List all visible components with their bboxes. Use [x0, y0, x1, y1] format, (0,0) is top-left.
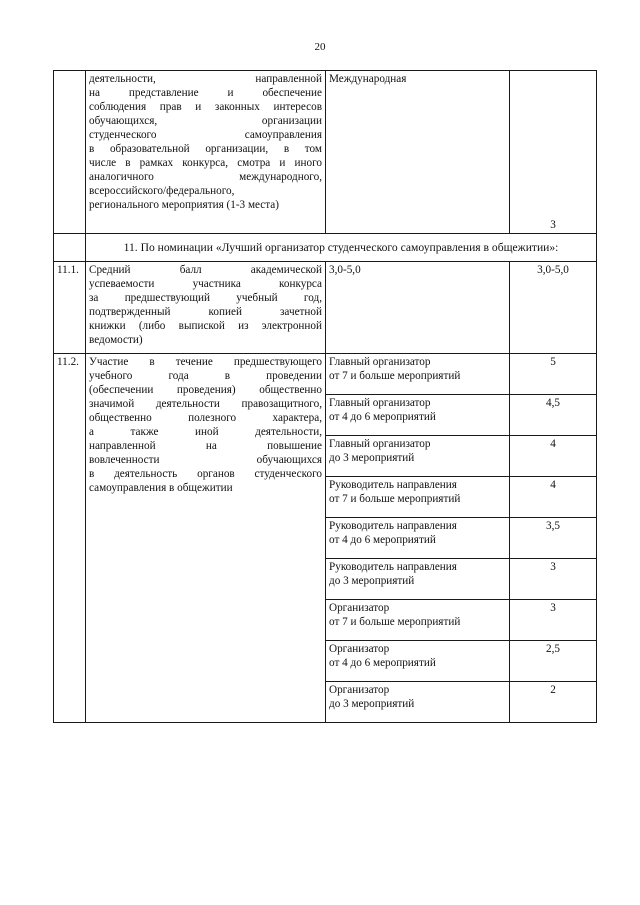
desc-line: подтвержденный копией зачетной	[89, 306, 322, 318]
desc-line: ведомости)	[89, 334, 143, 346]
criterion-role: Организатор	[329, 684, 390, 696]
subrow-criterion	[326, 436, 510, 477]
subrow-points: 2,5	[510, 641, 597, 682]
desc-line: всероссийского/федерального,	[89, 185, 235, 197]
desc-line: в деятельность органов студенческого	[89, 468, 322, 480]
desc-line: за предшествующий учебный год,	[89, 292, 322, 304]
desc-line: книжки (либо выпиской из электронной	[89, 320, 322, 332]
desc-line: (обеспечении проведения) общественно	[89, 384, 322, 396]
subrow-points: 3	[510, 600, 597, 641]
desc-line: на представление и обеспечение	[89, 87, 322, 99]
continuation-number-cell	[54, 71, 86, 234]
row-11-2-sub-1	[54, 354, 597, 395]
desc-line: соблюдения прав и законных интересов	[89, 101, 322, 113]
desc-line: числе в рамках конкурса, смотра и иного	[89, 157, 322, 169]
row-11-2-number: 11.2.	[54, 354, 86, 723]
continuation-points: 3	[510, 71, 597, 234]
continuation-criterion: Международная	[326, 71, 510, 234]
row-11-2-description	[86, 354, 326, 723]
subrow-points: 4,5	[510, 395, 597, 436]
subrow-criterion	[326, 477, 510, 518]
criterion-count: от 4 до 6 мероприятий	[329, 534, 436, 546]
desc-line: регионального мероприятия (1-3 места)	[89, 199, 279, 211]
criterion-count: от 4 до 6 мероприятий	[329, 411, 436, 423]
desc-line: а также иной деятельности,	[89, 426, 322, 438]
row-11-1-number: 11.1.	[54, 262, 86, 354]
subrow-criterion	[326, 518, 510, 559]
criteria-table	[53, 70, 597, 723]
criterion-count: от 7 и больше мероприятий	[329, 616, 461, 628]
subrow-criterion	[326, 682, 510, 723]
criterion-role: Руководитель направления	[329, 479, 457, 491]
desc-line: учебного года в проведении	[89, 370, 322, 382]
row-11-1	[54, 262, 597, 354]
section-11-header: 11. По номинации «Лучший организатор студенческого самоуправления в общежитии»:	[86, 234, 597, 262]
subrow-points: 3	[510, 559, 597, 600]
desc-line: Участие в течение предшествующего	[89, 356, 322, 368]
section-11-header-row	[54, 234, 597, 262]
criterion-count: от 7 и больше мероприятий	[329, 493, 461, 505]
criterion-role: Главный организатор	[329, 438, 431, 450]
desc-line: в образовательной организации, в том	[89, 143, 322, 155]
subrow-criterion	[326, 641, 510, 682]
criterion-role: Организатор	[329, 602, 390, 614]
desc-line: деятельности, направленной	[89, 73, 322, 85]
row-11-1-points: 3,0-5,0	[510, 262, 597, 354]
desc-line: Средний балл академической	[89, 264, 322, 276]
subrow-criterion	[326, 559, 510, 600]
criterion-count: до 3 мероприятий	[329, 698, 415, 710]
subrow-points: 4	[510, 477, 597, 518]
criterion-role: Руководитель направления	[329, 561, 457, 573]
desc-line: значимой деятельности правозащитного,	[89, 398, 322, 410]
desc-line: общественно полезного характера,	[89, 412, 322, 424]
desc-line: самоуправления в общежитии	[89, 482, 233, 494]
desc-line: вовлеченности обучающихся	[89, 454, 322, 466]
subrow-criterion	[326, 354, 510, 395]
page-number: 20	[314, 41, 326, 53]
subrow-criterion	[326, 395, 510, 436]
subrow-criterion	[326, 600, 510, 641]
criterion-count: от 7 и больше мероприятий	[329, 370, 461, 382]
row-11-1-criterion: 3,0-5,0	[326, 262, 510, 354]
row-11-1-description	[86, 262, 326, 354]
subrow-points: 3,5	[510, 518, 597, 559]
desc-line: успеваемости участника конкурса	[89, 278, 322, 290]
criterion-count: до 3 мероприятий	[329, 575, 415, 587]
criterion-role: Организатор	[329, 643, 390, 655]
criterion-count: до 3 мероприятий	[329, 452, 415, 464]
criterion-role: Руководитель направления	[329, 520, 457, 532]
criterion-role: Главный организатор	[329, 397, 431, 409]
subrow-points: 2	[510, 682, 597, 723]
desc-line: направленной на повышение	[89, 440, 322, 452]
desc-line: обучающихся, организации	[89, 115, 322, 127]
continuation-description	[86, 71, 326, 234]
continuation-row	[54, 71, 597, 234]
desc-line: студенческого самоуправления	[89, 129, 322, 141]
criterion-count: от 4 до 6 мероприятий	[329, 657, 436, 669]
criterion-role: Главный организатор	[329, 356, 431, 368]
subrow-points: 4	[510, 436, 597, 477]
subrow-points: 5	[510, 354, 597, 395]
desc-line: аналогичного международного,	[89, 171, 322, 183]
